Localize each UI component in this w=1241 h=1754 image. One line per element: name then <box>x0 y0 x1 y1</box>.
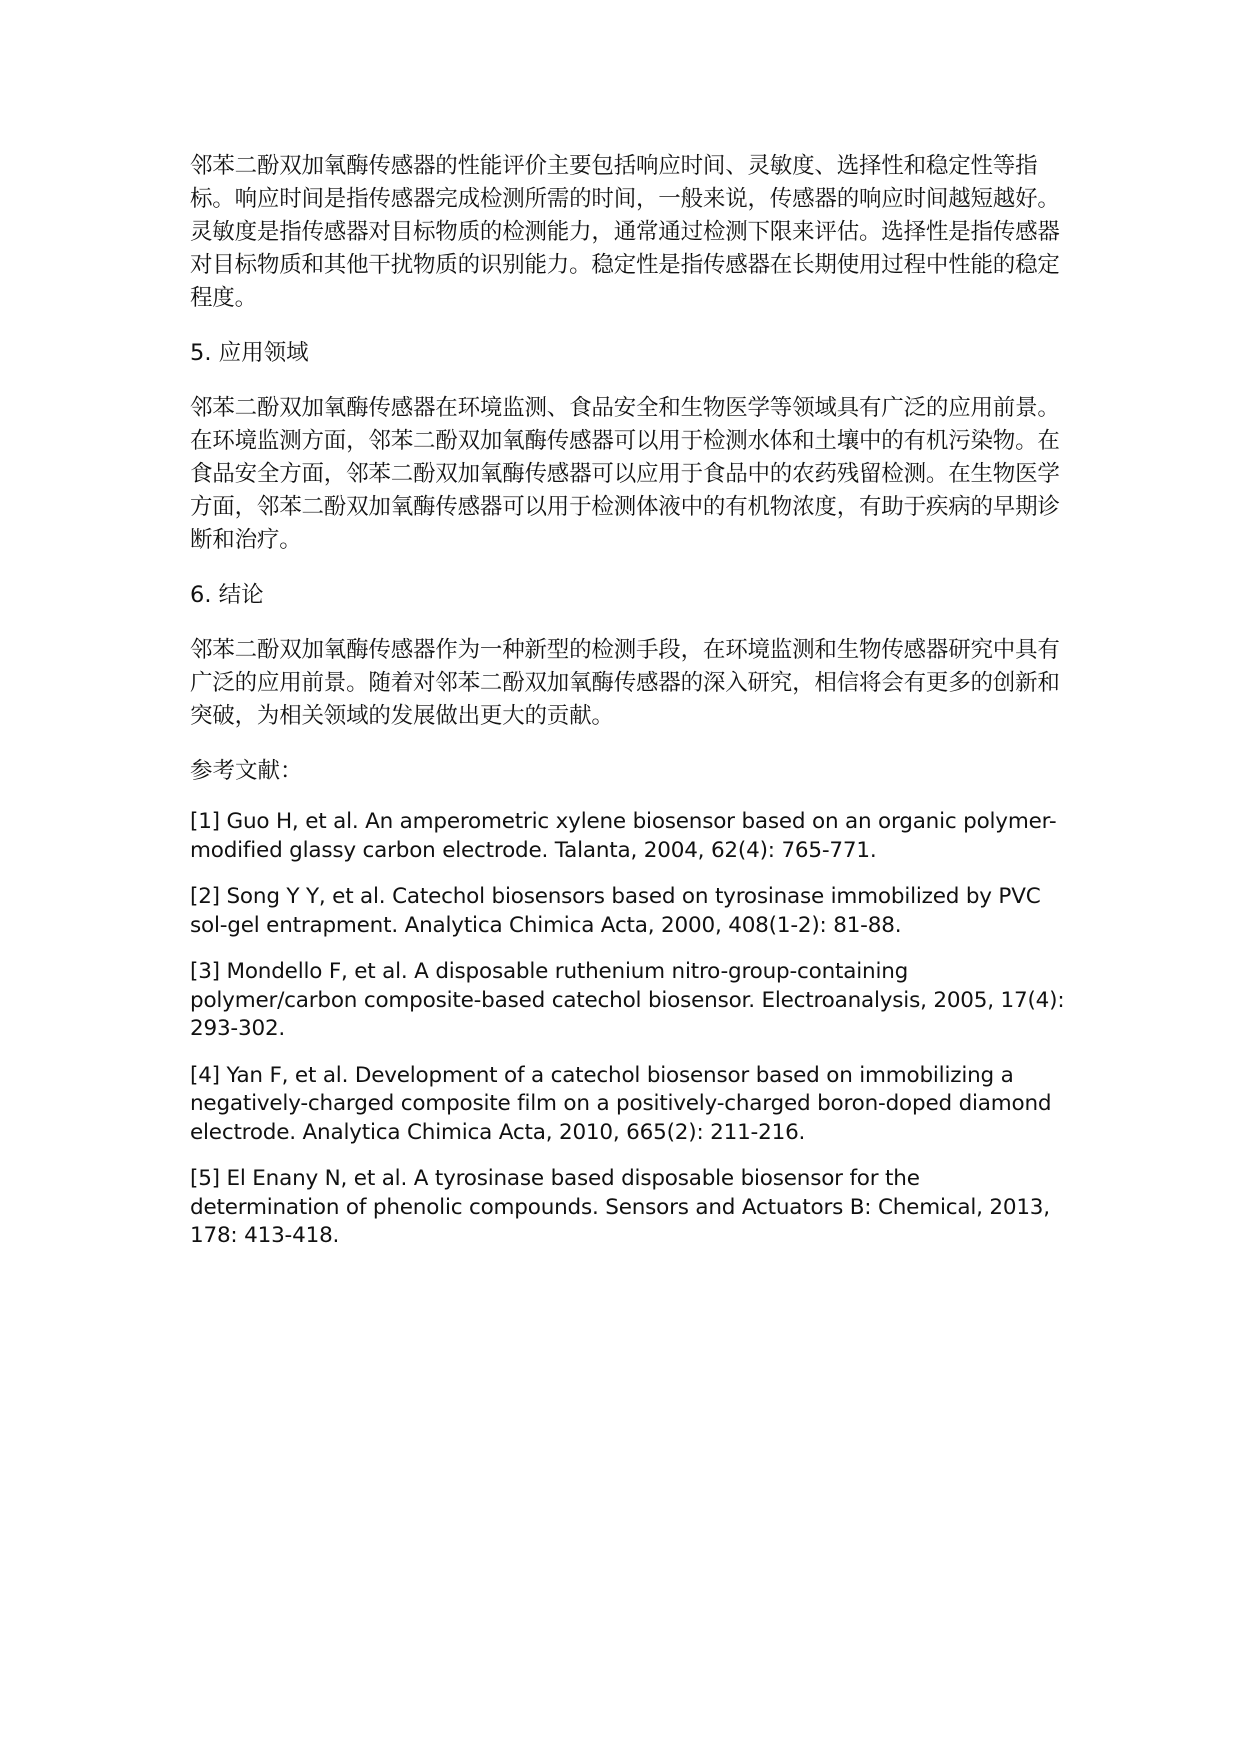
applications-paragraph: 邻苯二酚双加氧酶传感器在环境监测、食品安全和生物医学等领域具有广泛的应用前景。在环境监测方面，邻苯二酚双加氧酶传感器可以用于检测水体和土壤中的有机污染物。在食品安全方面，邻苯二酚双加氧酶传感器可以应用于食品中的农药残留检测。在生物医学方面，邻苯二酚双加氧酶传感器可以用于检测体液中的有机物浓度，有助于疾病的早期诊断和治疗。 <box>190 395 1060 553</box>
reference-item-2: [2] Song Y Y, et al. Catechol biosensors based on tyrosinase immobilized by PVC sol-gel entrapment. Analytica Chimica Acta, 2000, 408(1-2): 81-88. <box>190 884 1041 938</box>
section-heading-applications: 5. 应用领域 <box>190 340 309 366</box>
section-heading-conclusion: 6. 结论 <box>190 582 264 608</box>
references-heading: 参考文献： <box>190 758 303 784</box>
performance-paragraph: 邻苯二酚双加氧酶传感器的性能评价主要包括响应时间、灵敏度、选择性和稳定性等指标。响应时间是指传感器完成检测所需的时间，一般来说，传感器的响应时间越短越好。灵敏度是指传感器对目标物质的检测能力，通常通过检测下限来评估。选择性是指传感器对目标物质和其他干扰物质的识别能力。稳定性是指传感器在长期使用过程中性能的稳定程度。 <box>190 153 1060 311</box>
reference-item-4: [4] Yan F, et al. Development of a catechol biosensor based on immobilizing a negatively-charged composite film on a positively-charged boron-doped diamond electrode. Analytica Chimica Acta, 2010, 665(2): 211-216. <box>190 1062 1052 1145</box>
reference-list <box>190 808 1070 1251</box>
reference-item-1: [1] Guo H, et al. An amperometric xylene biosensor based on an organic polymer-modified glassy carbon electrode. Talanta, 2004, 62(4): 765-771. <box>190 809 1057 863</box>
document-body <box>190 150 1070 1269</box>
conclusion-paragraph: 邻苯二酚双加氧酶传感器作为一种新型的检测手段，在环境监测和生物传感器研究中具有广泛的应用前景。随着对邻苯二酚双加氧酶传感器的深入研究，相信将会有更多的创新和突破，为相关领域的发展做出更大的贡献。 <box>190 637 1060 729</box>
reference-item-5: [5] El Enany N, et al. A tyrosinase based disposable biosensor for the determination of phenolic compounds. Sensors and Actuators B: Chemical, 2013, 178: 413-418. <box>190 1166 1050 1248</box>
reference-item-3: [3] Mondello F, et al. A disposable ruthenium nitro-group-containing polymer/carbon composite-based catechol biosensor. Electroanalysis, 2005, 17(4): 293-302. <box>190 959 1065 1041</box>
